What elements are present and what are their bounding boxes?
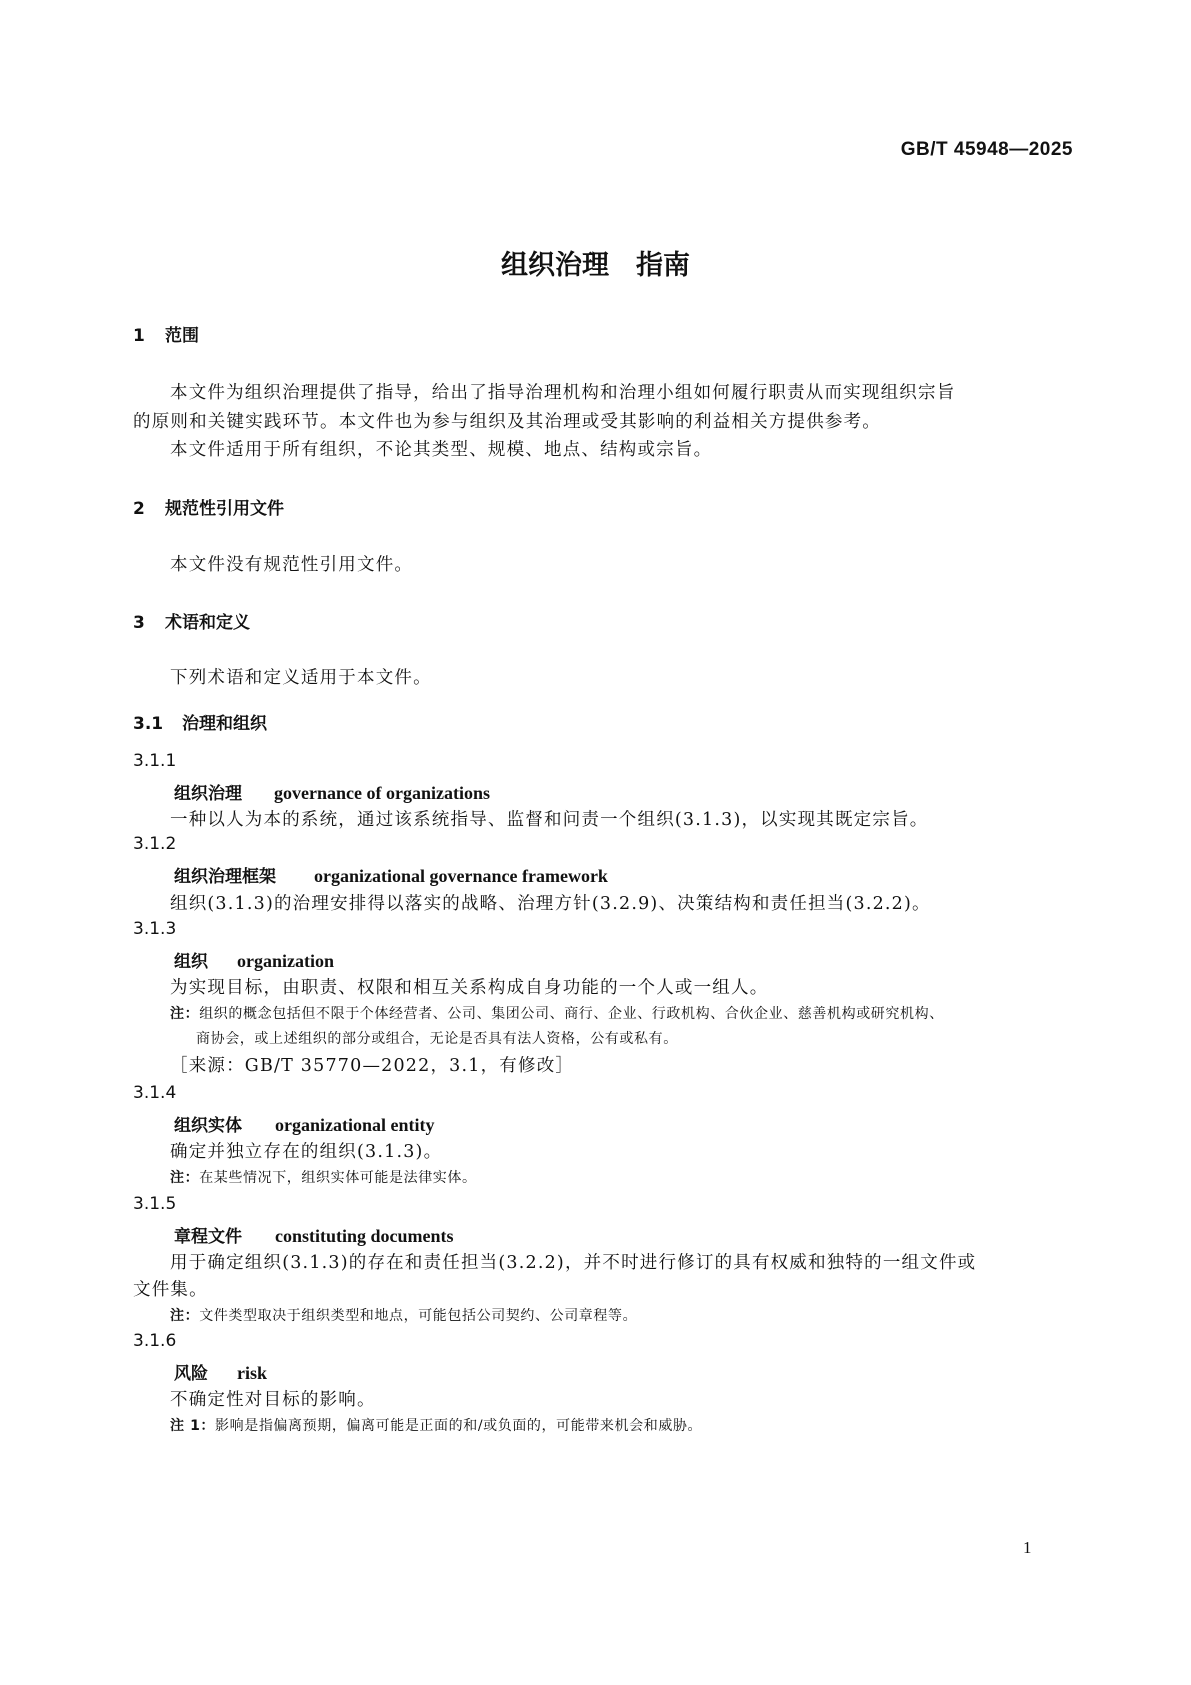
note-text: 在某些情况下，组织实体可能是法律实体。 xyxy=(199,1170,477,1186)
section-title: 范围 xyxy=(165,326,199,346)
section-number: 2 xyxy=(133,499,145,519)
term-en: organizational governance framework xyxy=(314,866,608,886)
term-en: governance of organizations xyxy=(274,783,490,803)
section-number: 3 xyxy=(133,613,145,633)
term-entry xyxy=(174,947,334,972)
document-title: 组织治理 指南 xyxy=(501,250,690,281)
term-zh: 组织治理框架 xyxy=(174,867,276,887)
term-zh: 组织实体 xyxy=(174,1116,242,1136)
term-note xyxy=(170,1167,477,1187)
page-number: 1 xyxy=(1023,1538,1032,1557)
term-source: ［来源：GB/T 35770—2022，3.1，有修改］ xyxy=(170,1056,575,1076)
paragraph: 下列术语和定义适用于本文件。 xyxy=(170,668,432,688)
term-entry xyxy=(174,1111,435,1136)
term-definition: 为实现目标，由职责、权限和相互关系构成自身功能的一个人或一组人。 xyxy=(170,978,769,998)
term-zh: 章程文件 xyxy=(174,1227,242,1247)
term-zh: 组织治理 xyxy=(174,784,242,804)
term-number: 3.1.6 xyxy=(133,1331,177,1351)
term-en: organizational entity xyxy=(275,1115,435,1135)
term-number: 3.1.5 xyxy=(133,1194,177,1214)
section-3-heading xyxy=(133,608,250,633)
term-note-continued: 商协会，或上述组织的部分或组合，无论是否具有法人资格，公有或私有。 xyxy=(196,1031,678,1047)
term-number: 3.1.3 xyxy=(133,919,177,939)
paragraph: 本文件没有规范性引用文件。 xyxy=(170,555,414,575)
section-title: 规范性引用文件 xyxy=(165,499,284,519)
term-entry xyxy=(174,1222,454,1247)
note-label: 注： xyxy=(170,1170,200,1186)
section-2-heading xyxy=(133,494,284,519)
term-definition: 组织(3.1.3)的治理安排得以落实的战略、治理方针(3.2.9)、决策结构和责任担当(3.2.2)。 xyxy=(170,894,931,914)
note-label: 注： xyxy=(170,1308,200,1324)
term-definition: 不确定性对目标的影响。 xyxy=(170,1390,376,1410)
section-number: 1 xyxy=(133,326,145,346)
subsection-3-1-heading xyxy=(133,709,267,734)
term-number: 3.1.1 xyxy=(133,751,177,771)
term-zh: 组织 xyxy=(174,952,208,972)
section-title: 术语和定义 xyxy=(165,613,250,633)
paragraph-continued: 的原则和关键实践环节。本文件也为参与组织及其治理或受其影响的利益相关方提供参考。 xyxy=(133,412,881,432)
section-1-heading xyxy=(133,321,199,346)
term-definition: 用于确定组织(3.1.3)的存在和责任担当(3.2.2)，并不时进行修订的具有权威和独特的一组文件或 xyxy=(170,1253,977,1273)
term-definition: 一种以人为本的系统，通过该系统指导、监督和问责一个组织(3.1.3)，以实现其既定宗旨。 xyxy=(170,810,929,830)
note-label: 注： xyxy=(170,1006,200,1022)
term-note xyxy=(170,1003,944,1023)
standard-number: GB/T 45948—2025 xyxy=(900,139,1073,160)
term-en: constituting documents xyxy=(275,1226,454,1246)
subsection-title: 治理和组织 xyxy=(182,714,267,734)
term-note xyxy=(170,1305,637,1325)
paragraph: 本文件为组织治理提供了指导，给出了指导治理机构和治理小组如何履行职责从而实现组织宗旨 xyxy=(170,383,956,403)
term-entry xyxy=(174,779,490,804)
note-label: 注 1： xyxy=(170,1418,216,1434)
term-entry xyxy=(174,862,608,887)
note-text: 影响是指偏离预期，偏离可能是正面的和/或负面的，可能带来机会和威胁。 xyxy=(215,1418,703,1434)
term-definition: 确定并独立存在的组织(3.1.3)。 xyxy=(170,1142,443,1162)
paragraph: 本文件适用于所有组织，不论其类型、规模、地点、结构或宗旨。 xyxy=(170,440,713,460)
term-zh: 风险 xyxy=(174,1364,208,1384)
note-text: 组织的概念包括但不限于个体经营者、公司、集团公司、商行、企业、行政机构、合伙企业、慈善机构或研究机构、 xyxy=(199,1006,944,1022)
subsection-number: 3.1 xyxy=(133,714,164,734)
term-number: 3.1.2 xyxy=(133,834,177,854)
note-text: 文件类型取决于组织类型和地点，可能包括公司契约、公司章程等。 xyxy=(199,1308,638,1324)
term-note xyxy=(170,1415,702,1435)
term-number: 3.1.4 xyxy=(133,1083,177,1103)
term-definition-continued: 文件集。 xyxy=(133,1280,208,1300)
term-en: risk xyxy=(237,1363,268,1383)
term-en: organization xyxy=(237,951,334,971)
term-entry xyxy=(174,1359,267,1384)
